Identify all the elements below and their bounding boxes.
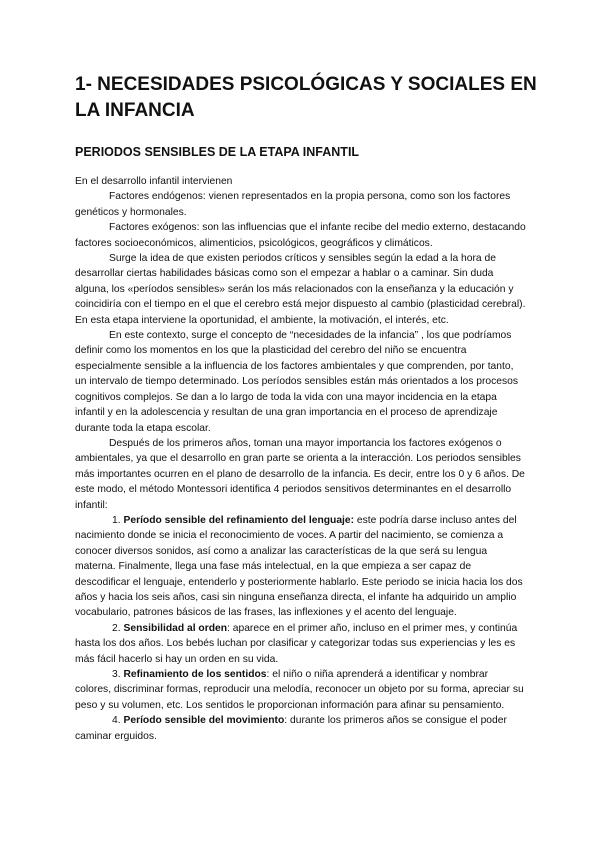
- paragraph-montessori: Después de los primeros años, toman una mayor importancia los factores exógenos o ambientales, ya que el desarrollo en gran parte se orienta a la interacción. Los periodos sensibles más importantes ocurren en el plano de desarrollo de la infancia. Es decir, entre los 0 y 6 años. De este modo, el método Montessori identifica 4 periodos sensitivos determinantes en el desarrollo infantil:: [75, 437, 525, 511]
- paragraph-sensitive-periods: Surge la idea de que existen periodos críticos y sensibles según la edad a la hora de desarrollar ciertas habilidades básicas como son el empezar a hablar o a caminar. Sin duda alguna, los «períodos sensibles» serán los más relacionados con la enseñanza y la educación y coincidiría con el tiempo en el que el cerebro está mejor dispuesto al cambio (plasticidad cerebral). En esta etapa interviene la oportunidad, el ambiente, la motivación, el interés, etc.: [75, 253, 526, 326]
- list-item-number: 4.: [112, 715, 121, 727]
- list-item-term: Período sensible del refinamiento del lenguaje:: [123, 514, 355, 526]
- document-title: 1- NECESIDADES PSICOLÓGICAS Y SOCIALES EN LA INFANCIA: [75, 74, 537, 121]
- list-item-text: : aparece en el primer año, incluso en el primer mes, y continúa hasta los dos años. Los bebés luchan por clasificar y categorizar todas sus experiencias y les es más fácil hacerlo si hay un orden en su vida.: [75, 622, 518, 665]
- paragraph-childhood-needs: En este contexto, surge el concepto de “necesidades de la infancia” , los que podríamos definir como los momentos en los que la plasticidad del cerebro del niño se encuentra especialmente sensible a la influencia de los factores ambientales y que comprenden, por tanto, un intervalo de tiempo determinado. Los períodos sensibles están más orientados a los procesos cognitivos complejos. Se dan a lo largo de toda la vida con una mayor incidencia en la etapa infantil y en la adolescencia y resultan de una gran importancia en el proceso de aprendizaje durante toda la etapa escolar.: [75, 330, 519, 434]
- list-item-term: Período sensible del movimiento: [123, 715, 285, 727]
- list-item: [75, 713, 526, 744]
- list-item-text: : durante los primeros años se consigue el poder caminar erguidos.: [75, 715, 507, 742]
- list-item: [75, 621, 526, 667]
- paragraph-exogenous: Factores exógenos: son las influencias que el infante recibe del medio externo, destacando factores socioeconómicos, alimenticios, psicológicos, geográficos y climáticos.: [75, 222, 526, 249]
- section-heading: PERIODOS SENSIBLES DE LA ETAPA INFANTIL: [75, 145, 360, 159]
- intro-paragraph: En el desarrollo infantil intervienen: [75, 176, 233, 187]
- list-item-text: este podría darse incluso antes del nacimiento donde se inicia el reconocimiento de voces. A partir del nacimiento, se comienza a conocer diversos sonidos, así como a analizar las características de la que será su lengua materna. Finalmente, llega una fase más intelectual, en la que empieza a ser capaz de descodificar el lenguaje, entenderlo y posteriormente hablarlo. Este periodo se inicia hacia los dos años y hacia los seis años, casi sin ninguna enseñanza directa, el infante ha adquirido un amplio vocabulario, patrones básicos de las frases, las inflexiones y el acento del lenguaje.: [75, 514, 523, 619]
- list-item: [75, 667, 526, 713]
- montessori-periods-list: [75, 513, 526, 744]
- list-item-number: 3.: [112, 669, 121, 680]
- list-item-number: 2.: [112, 622, 121, 634]
- document-body: [75, 174, 526, 744]
- list-item: [75, 513, 526, 621]
- paragraph-endogenous: Factores endógenos: vienen representados en la propia persona, como son los factores genéticos y hormonales.: [75, 191, 511, 218]
- list-item-term: Refinamiento de los sentidos: [123, 669, 267, 680]
- list-item-text: : el niño o niña aprenderá a identificar y nombrar colores, discriminar formas, reproducir una melodía, reconocer un objeto por su forma, apreciar su peso y su volumen, etc. Los sentidos le proporcionan información para afinar su pensamiento.: [75, 669, 524, 711]
- list-item-number: 1.: [112, 514, 121, 526]
- list-item-term: Sensibilidad al orden: [123, 622, 228, 634]
